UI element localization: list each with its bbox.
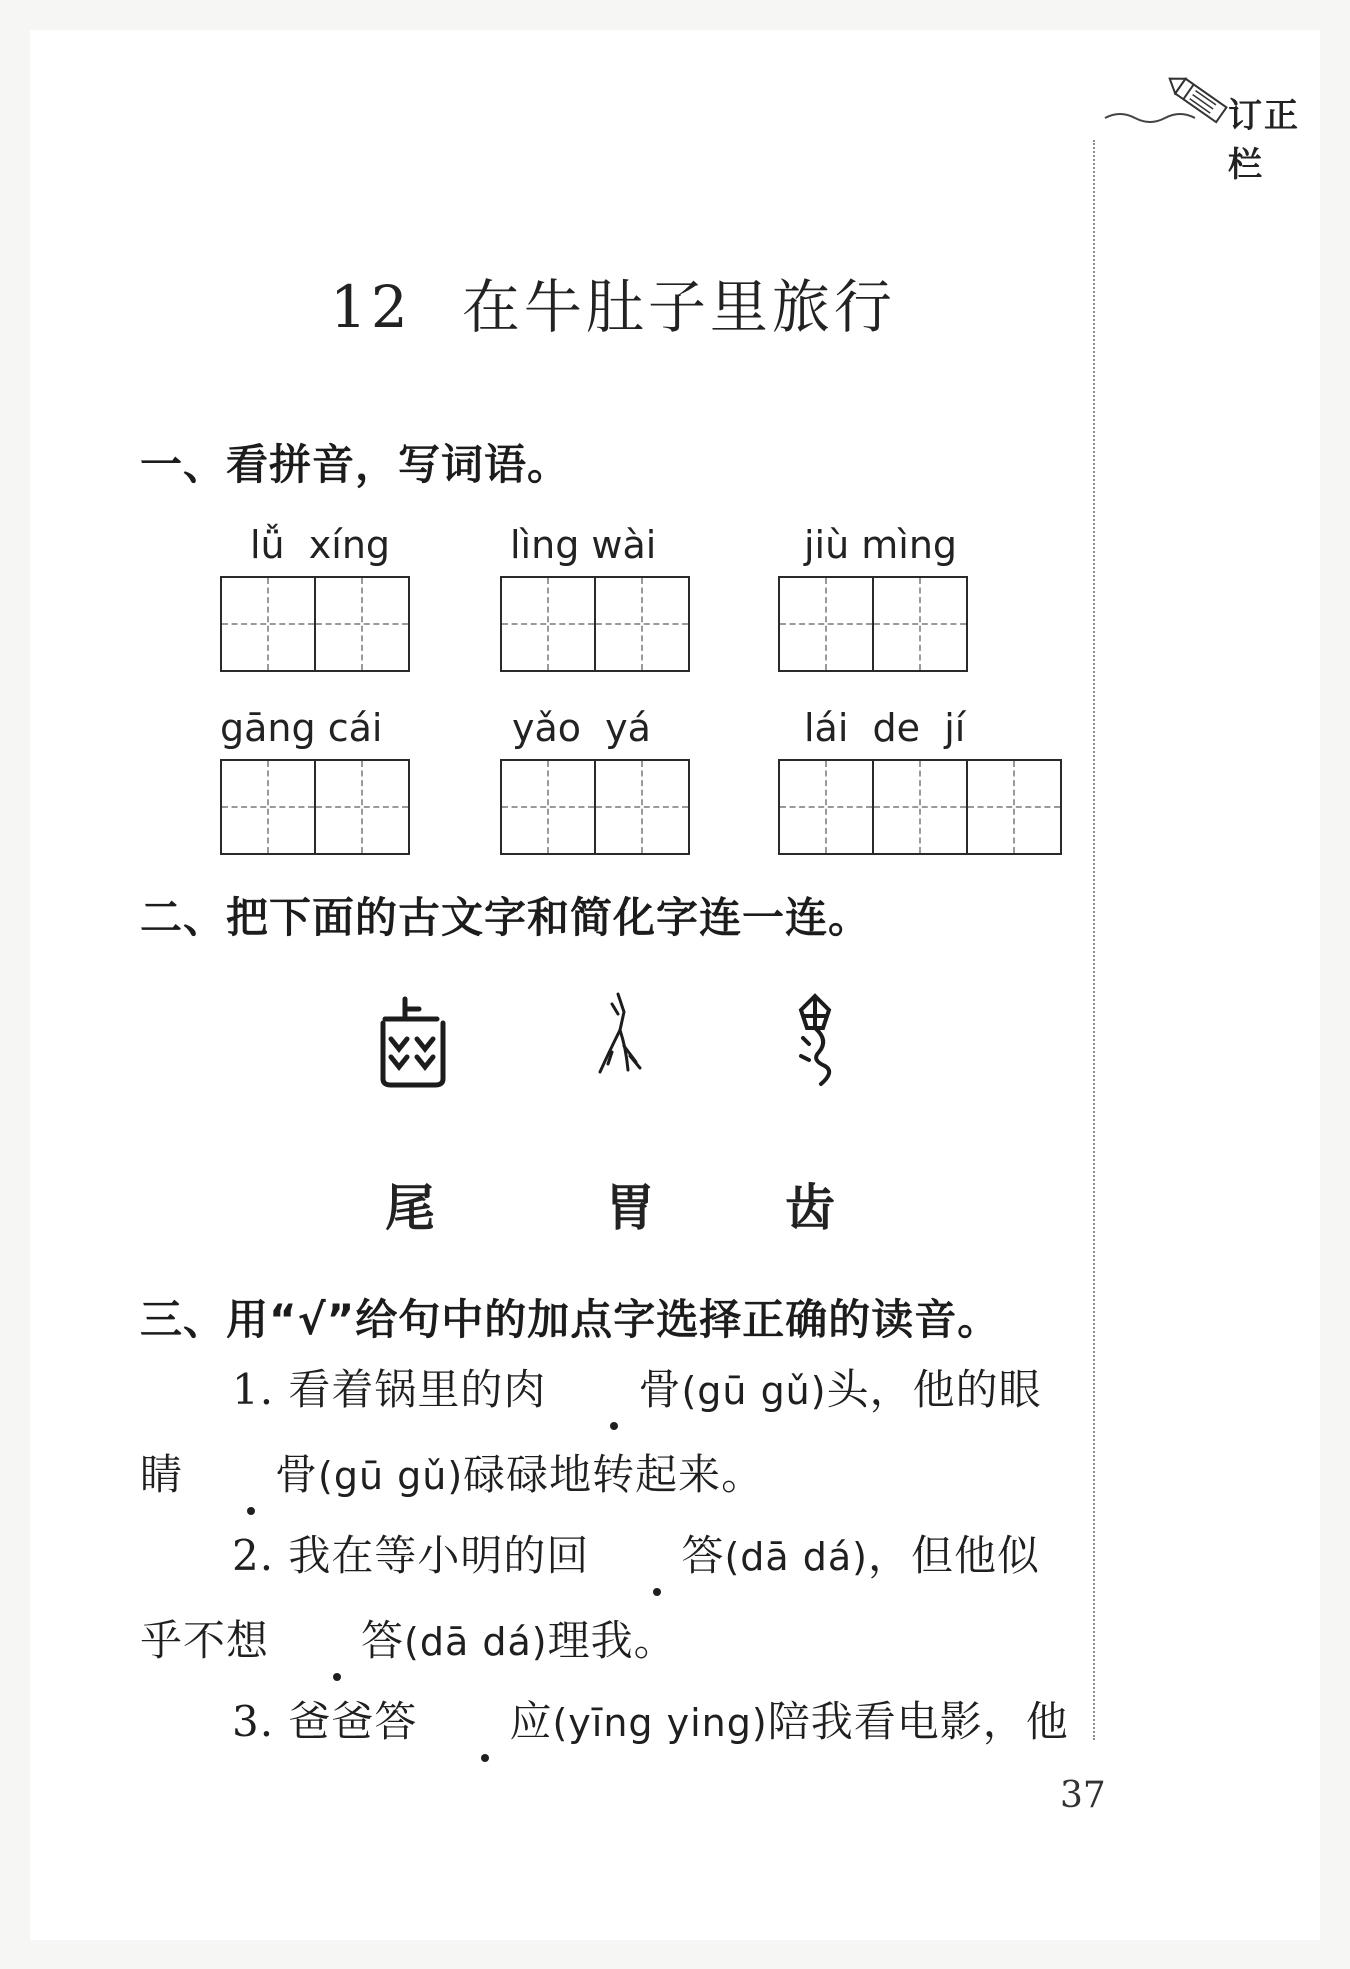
writing-cell[interactable] [780, 761, 874, 853]
writing-cell[interactable] [222, 761, 316, 853]
lesson-title [330, 260, 896, 344]
writing-grid [500, 759, 690, 855]
q2-dotted-char: 答 [589, 1514, 724, 1598]
writing-grid [220, 576, 410, 672]
writing-cell[interactable] [316, 578, 408, 670]
writing-cell[interactable] [874, 761, 968, 853]
simplified-char-chi: 齿 [785, 1178, 835, 1237]
pinyin-item-3 [778, 520, 968, 672]
question-3 [140, 1680, 1080, 1765]
pinyin-item-4 [220, 703, 410, 855]
section-1-heading: 一、看拼音，写词语。 [140, 440, 571, 489]
q2-text: 理我。 [547, 1616, 677, 1665]
writing-grid [778, 576, 968, 672]
pinyin-text: lìng wài [510, 523, 657, 567]
writing-cell[interactable] [874, 578, 966, 670]
correction-column-divider [1093, 140, 1095, 1740]
writing-cell[interactable] [780, 578, 874, 670]
q3-text: 3. 爸爸答 [232, 1697, 418, 1746]
writing-cell[interactable] [968, 761, 1060, 853]
correction-header [1100, 70, 1320, 185]
section-3-heading: 三、用“√”给句中的加点字选择正确的读音。 [140, 1295, 1001, 1344]
pinyin-item-5 [500, 703, 690, 855]
pinyin-text: lái de jí [804, 706, 966, 750]
q1-text: 头，他的眼睛 [140, 1365, 1042, 1499]
q3-dotted-char: 应 [417, 1680, 552, 1764]
q2-pinyin-choice[interactable]: (dā dá) [724, 1535, 868, 1579]
lesson-name: 在牛肚子里旅行 [461, 273, 896, 341]
writing-cell[interactable] [502, 578, 596, 670]
writing-cell[interactable] [502, 761, 596, 853]
pinyin-item-6 [778, 703, 1062, 855]
page-number: 37 [1060, 1775, 1106, 1816]
writing-cell[interactable] [596, 761, 688, 853]
question-1 [140, 1348, 1080, 1518]
simplified-char-wei-stomach: 胃 [605, 1178, 655, 1237]
correction-column-label: 订正栏 [1228, 96, 1300, 185]
writing-grid [220, 759, 410, 855]
pinyin-text: gāng cái [220, 706, 383, 750]
pinyin-item-2 [500, 520, 690, 672]
q1-text: 1. 看着锅里的肉 [232, 1365, 547, 1414]
lesson-number: 12 [330, 273, 412, 341]
writing-cell[interactable] [316, 761, 408, 853]
pinyin-text: yǎo yá [512, 706, 651, 750]
q3-text: 陪我看电影，他 [767, 1697, 1069, 1746]
q2-dotted-char: 答 [269, 1599, 404, 1683]
question-2 [140, 1514, 1080, 1684]
writing-cell[interactable] [222, 578, 316, 670]
q2-pinyin-choice[interactable]: (dā dá) [404, 1620, 548, 1664]
q1-dotted-char: 骨 [183, 1433, 318, 1517]
q1-dotted-char: 骨 [546, 1348, 681, 1432]
pinyin-text: jiù mìng [804, 523, 958, 567]
q1-pinyin-choice[interactable]: (gū gǔ) [681, 1369, 827, 1413]
writing-grid [500, 576, 690, 672]
q1-pinyin-choice[interactable]: (gū gǔ) [318, 1454, 464, 1498]
q3-pinyin-choice[interactable]: (yīng ying) [552, 1701, 768, 1745]
q2-text: 2. 我在等小明的回 [232, 1531, 590, 1580]
writing-cell[interactable] [596, 578, 688, 670]
simplified-char-wei-tail: 尾 [385, 1178, 435, 1237]
section-2-heading: 二、把下面的古文字和简化字连一连。 [140, 893, 872, 942]
ancient-wei-stomach-icon [785, 990, 845, 1090]
q1-text: 碌碌地转起来。 [463, 1450, 765, 1499]
q2-text: ，但他似乎不想 [140, 1531, 1041, 1665]
pinyin-text: lǚ xíng [250, 523, 391, 567]
ancient-chi-icon [375, 995, 450, 1090]
writing-grid [778, 759, 1062, 855]
pencil-icon [1100, 70, 1230, 130]
ancient-wei-icon [590, 990, 650, 1090]
pinyin-item-1 [220, 520, 410, 672]
